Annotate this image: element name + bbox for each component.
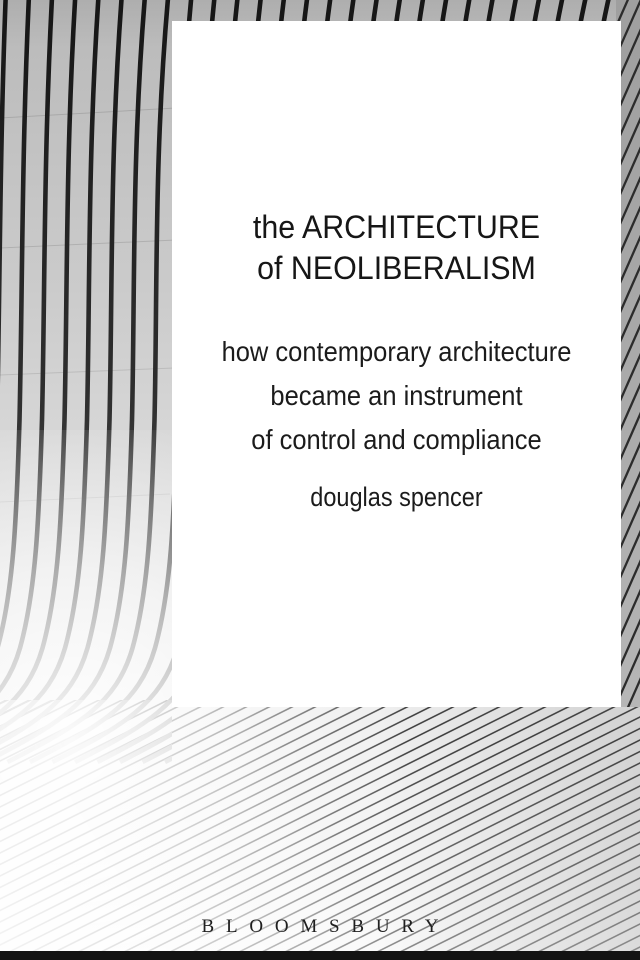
book-subtitle-line1: how contemporary architecture	[221, 336, 572, 367]
book-title-line2: of NEOLIBERALISM	[257, 250, 536, 286]
author-name: douglas spencer	[310, 482, 483, 512]
title-panel	[172, 21, 621, 707]
book-subtitle-line3: of control and compliance	[251, 424, 542, 455]
book-title	[172, 207, 621, 289]
book-subtitle-line2: became an instrument	[270, 380, 523, 411]
book-title-line1: the ARCHITECTURE	[252, 209, 541, 245]
book-subtitle	[172, 330, 621, 462]
footer-bar	[0, 951, 640, 960]
publisher-wordmark: BLOOMSBURY	[201, 916, 451, 937]
